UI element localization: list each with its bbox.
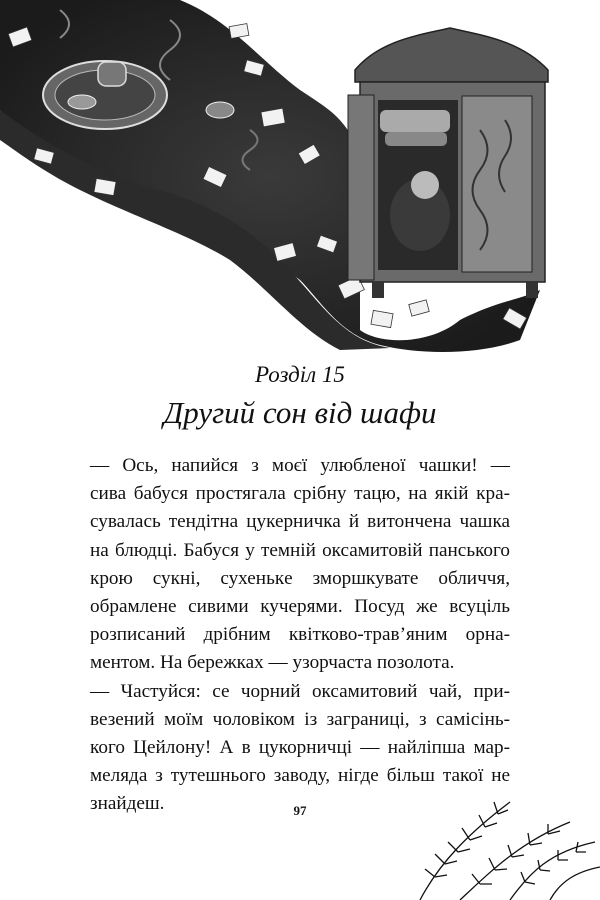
page-number: 97: [293, 803, 307, 818]
chapter-title: Другий сон від шафи: [163, 395, 437, 430]
wardrobe: [348, 28, 548, 298]
body-text: [90, 452, 510, 819]
chapter-label: Розділ 15: [255, 362, 345, 387]
text-line: крою сукні, сухенькe зморшкувате обличчя,: [90, 567, 510, 589]
text-line: на блюдці. Бабуся у темній оксамитовій панського: [90, 539, 510, 561]
text-line: розписаний дрібним квітково-трав’яним орна-: [90, 624, 510, 646]
chapter-illustration: [0, 0, 600, 360]
fern-decoration: [400, 772, 600, 900]
text-line: кого Цейлону! А в цукорничці — найліпша мар-: [90, 737, 510, 759]
text-line: — Частуйся: се чорний оксамитовий чай, при-: [90, 680, 510, 702]
text-line: везений моїм чоловіком із заграниці, з самісінь-: [90, 708, 510, 730]
text-line: меляда з тутешнього заводу, нігде більш такої не: [90, 765, 510, 787]
teapot: [98, 62, 126, 86]
cup: [206, 102, 234, 118]
text-line: ментом. На бережках — узорчаста позолота.: [90, 652, 455, 674]
text-line: сувалась тендітна цукерничка й витончена чашка: [90, 511, 510, 533]
text-line: сива бабуся простягала срібну тацю, на якій кра-: [90, 483, 510, 505]
text-line: обрамлене сивими кучерями. Посуд же всуціль: [90, 596, 510, 618]
cup: [68, 95, 96, 109]
text-line: знайдеш.: [90, 793, 165, 815]
text-line: — Ось, напийся з моєї улюбленої чашки! —: [90, 455, 510, 476]
